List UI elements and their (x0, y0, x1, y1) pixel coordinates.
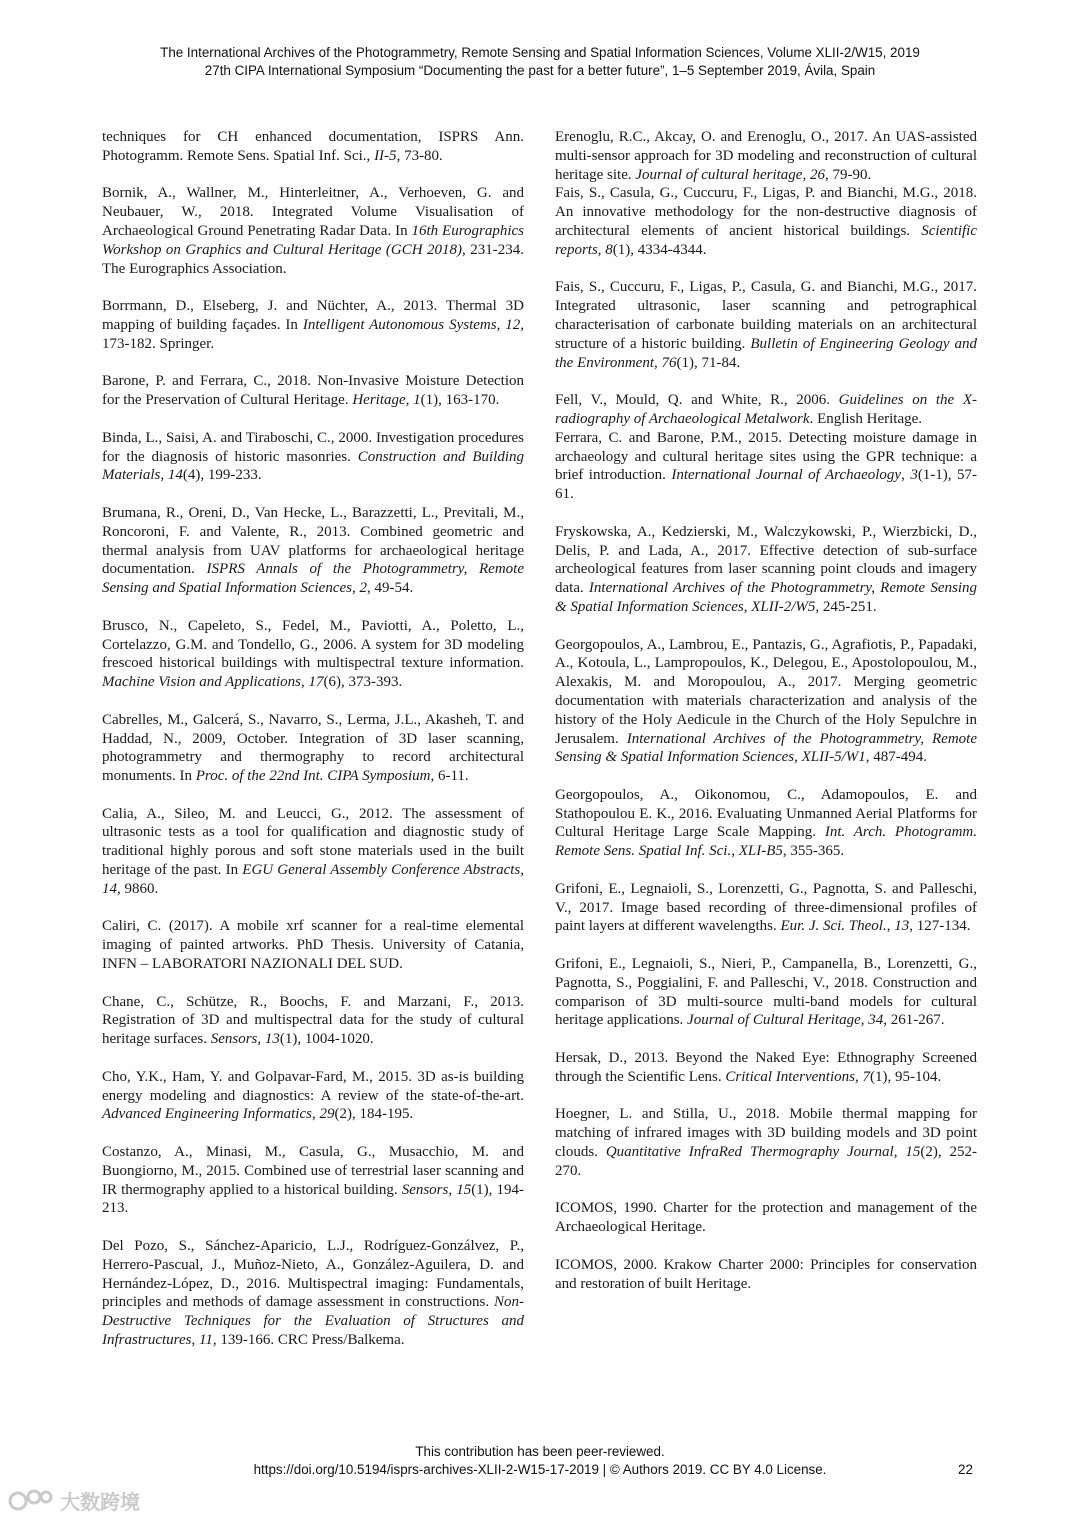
reference-text: , (191, 1332, 199, 1348)
reference-text: , (448, 1181, 457, 1198)
reference-text: Georgopoulos, A., Lambrou, E., Pantazis, G., Agrafiotis, P., Papadaki, A., Kotoula, L., Lampropoulos, K., Delegou, E., Apostolopoulou, M., Alexakis, M. and Moropoulou, A., 2017. Merging geometric documentation with materials characterization and analysis of the history of the Holy Aedicule in the Church of the Holy Sepulchre in Jerusalem. (555, 636, 977, 747)
reference-italic-text: 15 (456, 1181, 472, 1198)
reference-italic-text: Intelligent Autonomous Systems, 12 (302, 316, 521, 333)
reference-text: , 139-166. CRC Press/Balkema. (212, 1332, 405, 1348)
reference-italic-text: Journal of cultural heritage (635, 166, 803, 183)
reference-text: , (860, 1012, 869, 1029)
peer-review-note: This contribution has been peer-reviewed. (415, 1444, 665, 1459)
reference-text: Cabrelles, M., Galcerá, S., Navarro, S., Lerma, J.L., Akasheh, T. and Haddad, N., 2009, October. Integration of 3D laser scanning, photogrammetry and thermography to record architectural monuments. In (102, 711, 524, 785)
reference-italic-text: International Archives of the Photogrammetry, Remote Sensing & Spatial Information Sciences (555, 580, 977, 615)
reference-italic-text: Bulletin of Engineering Geology and the Environment (555, 335, 977, 371)
reference-entry (102, 617, 524, 692)
reference-italic-text: 29 (319, 1106, 335, 1123)
reference-text: , (901, 467, 911, 484)
reference-italic-text: International Archives of the Photogrammetry, Remote Sensing & Spatial Information Sciences (555, 730, 977, 766)
reference-entry (555, 786, 977, 861)
reference-text: , 79-90. (824, 166, 872, 183)
reference-italic-text: 7 (862, 1068, 870, 1085)
reference-text: , (257, 1031, 265, 1048)
reference-text: Fell, V., Mould, Q. and White, R., 2006. (555, 392, 839, 409)
reference-entry (102, 711, 524, 786)
reference-text: Borrmann, D., Elseberg, J. and Nüchter, A., 2013. Thermal 3D mapping of building façades. In (102, 298, 524, 333)
reference-italic-text: International Journal of Archaeology (671, 467, 902, 484)
reference-text: Calia, A., Sileo, M. and Leucci, G., 2012. The assessment of ultrasonic tests as a tool for qualification and diagnostic study of traditional highly porous and soft stone materials used in the built heritage of the past. In (102, 805, 524, 879)
reference-text: Binda, L., Saisi, A. and Tiraboschi, C., 2000. Investigation procedures for the diagnosis of historic masonries. (102, 429, 524, 465)
reference-italic-text: Machine Vision and Applications (102, 674, 302, 691)
reference-entry (102, 917, 524, 973)
reference-text: (1), 163-170. (420, 392, 500, 409)
reference-text: (6), 373-393. (323, 674, 403, 691)
reference-text: , (731, 843, 739, 860)
reference-text: Barone, P. and Ferrara, C., 2018. Non-Invasive Moisture Detection for the Preservation of Cultural Heritage. (102, 373, 524, 409)
reference-text: Chane, C., Schütze, R., Boochs, F. and Marzani, F., 2013. Registration of 3D and multispectral data for the study of cultural heritage surfaces. (102, 993, 524, 1048)
doi-license-line: https://doi.org/10.5194/isprs-archives-XLII-2-W15-17-2019 | © Authors 2019. CC BY 4.0 License. (253, 1462, 827, 1477)
reference-text: Costanzo, A., Minasi, M., Casula, G., Musacchio, M. and Buongiorno, M., 2015. Combined use of terrestrial laser scanning and IR thermography applied to a historical building. (102, 1144, 524, 1198)
reference-italic-text: 3 (910, 467, 918, 484)
reference-text: , (301, 674, 309, 691)
reference-text: Ferrara, C. and Barone, P.M., 2015. Detecting moisture damage in archaeology and cultural heritage sites using the GPR technique: a brief introduction. (555, 429, 977, 484)
reference-text: Fais, S., Cuccuru, F., Ligas, P., Casula, G. and Bianchi, M.G., 2017. Integrated ultrasonic, laser scanning and petrographical characterisation of carbonate building materials on an architectural structure of a historic building. (555, 279, 977, 352)
reference-text: (4), 199-233. (182, 467, 262, 484)
reference-italic-text: Int. Arch. Photogramm. Remote Sens. Spatial Inf. Sci. (555, 824, 977, 860)
reference-text: Fryskowska, A., Kedzierski, M., Walczykowski, P., Wierzbicki, D., Delis, P. and Lada, A., 2017. Effective detection of sub-surface archeological features from laser scanning point clouds and imagery data. (555, 523, 977, 597)
reference-italic-text: 16th Eurographics Workshop on Graphics and Cultural Heritage (GCH 2018) (102, 222, 524, 258)
reference-text: (2), 184-195. (334, 1106, 414, 1123)
reference-text: , (597, 241, 606, 258)
reference-text: Brusco, N., Capeleto, S., Fedel, M., Paviotti, A., Poletto, L., Cortelazzo, G.M. and Tondello, G., 2006. A system for 3D modeling frescoed historical buildings with multispectral texture information. (102, 617, 524, 672)
reference-text: , (311, 1106, 320, 1123)
reference-entry (555, 1256, 977, 1294)
reference-entry (102, 1068, 524, 1124)
reference-italic-text: 8 (605, 241, 613, 258)
reference-text: Grifoni, E., Legnaioli, S., Lorenzetti, G., Pagnotta, S. and Palleschi, V., 2017. Image based recording of three-dimensional profiles of paint layers at different wavelengths. (555, 880, 977, 935)
reference-italic-text: Journal of Cultural Heritage (687, 1012, 861, 1029)
reference-text: , 487-494. (865, 749, 928, 766)
reference-text: Georgopoulos, A., Oikonomou, C., Adamopoulos, E. and Stathopoulou E. K., 2016. Evaluating Unmanned Aerial Platforms for Cultural Heritage Large Scale Mapping. (555, 786, 977, 841)
reference-italic-text: 15 (905, 1144, 921, 1161)
reference-text: , 231-234. The Eurographics Association. (102, 241, 524, 277)
reference-text: , (654, 354, 662, 371)
reference-italic-text: 17 (308, 674, 324, 691)
reference-text: , 261-267. (883, 1012, 945, 1029)
reference-entry (102, 1143, 524, 1218)
reference-text: , (893, 1144, 906, 1161)
reference-italic-text: Sensors (210, 1031, 258, 1048)
references-right-column (555, 128, 977, 1312)
watermark-text: 大数跨境 (60, 1490, 140, 1514)
reference-text: Cho, Y.K., Ham, Y. and Golpavar-Fard, M., 2015. 3D as-is building energy modeling and diagnostics: A review of the state-of-the-art. (102, 1068, 524, 1104)
header-line-2: 27th CIPA International Symposium “Documenting the past for a better future”, 1–5 September 2019, Ávila, Spain (204, 62, 876, 78)
reference-italic-text: XLII-2/W5 (751, 598, 816, 615)
reference-entry (555, 880, 977, 936)
reference-text: , (802, 166, 810, 183)
reference-text: (2), 252-270. (555, 1144, 977, 1179)
reference-text: Caliri, C. (2017). A mobile xrf scanner for a real-time elemental imaging of painted artworks. PhD Thesis. University of Catania, INFN – LABORATORI NAZIONALI DEL SUD. (102, 918, 524, 973)
reference-entry (102, 297, 524, 353)
reference-text: , (351, 580, 360, 597)
references-left-column (102, 128, 524, 1369)
reference-text: (1-1), 57-61. (555, 467, 978, 503)
reference-entry (555, 636, 977, 768)
reference-entry (102, 372, 524, 410)
reference-text: Erenoglu, R.C., Akcay, O. and Erenoglu, O., 2017. An UAS-assisted multi-sensor approach for 3D modeling and reconstruction of cultural heritage site. (555, 129, 977, 183)
reference-italic-text: 76 (661, 354, 677, 371)
reference-text: Del Pozo, S., Sánchez-Aparicio, L.J., Rodríguez-Gonzálvez, P., Herrero-Pascual, J., Muñoz-Nieto, A., González-Aguilera, D. and Hernández-López, D., 2016. Multispectral imaging: Fundamentals, principles and methods of damage assessment in constructions. (102, 1238, 524, 1311)
reference-text: techniques for CH enhanced documentation, ISPRS Ann. Photogramm. Remote Sens. Spatial Inf. Sci., (102, 129, 524, 164)
reference-text: , 245-251. (815, 598, 877, 615)
header-line-1: The International Archives of the Photogrammetry, Remote Sensing and Spatial Information Sciences, Volume XLII-2/W15, 2019 (160, 45, 920, 60)
watermark-logo-icon (8, 1488, 54, 1514)
reference-entry (555, 955, 977, 1030)
reference-text: . English Heritage. (809, 410, 923, 427)
reference-text: , (794, 749, 802, 766)
page-number: 22 (958, 1462, 973, 1477)
reference-entry (555, 1105, 977, 1180)
reference-text: , 173-182. Springer. (102, 316, 524, 352)
reference-entry (102, 504, 524, 598)
reference-text: Bornik, A., Wallner, M., Hinterleitner, A., Verhoeven, G. and Neubauer, W., 2018. Integrated Volume Visualisation of Archaeological Ground Penetrating Radar Data. In (102, 185, 524, 239)
reference-entry (555, 184, 977, 259)
reference-italic-text: Construction and Building Materials (102, 448, 524, 484)
reference-text: Fais, S., Casula, G., Cuccuru, F., Ligas, P. and Bianchi, M.G., 2018. An innovative methodology for the non-destructive diagnosis of architectural elements of ancient historical buildings. (555, 185, 977, 239)
reference-text: (1), 194-213. (102, 1181, 524, 1217)
reference-italic-text: EGU General Assembly Conference Abstracts, 14 (102, 862, 525, 897)
reference-entry (102, 805, 524, 899)
reference-text: , (743, 598, 752, 615)
reference-italic-text: 2 (359, 580, 367, 597)
reference-text: , (854, 1068, 863, 1085)
reference-entry (555, 278, 977, 372)
reference-entry (102, 993, 524, 1049)
reference-entry (102, 429, 524, 485)
reference-italic-text: ISPRS Annals of the Photogrammetry, Remote Sensing and Spatial Information Sciences (102, 561, 524, 597)
reference-entry (102, 184, 524, 278)
reference-entry (102, 1237, 524, 1350)
reference-text: ICOMOS, 1990. Charter for the protection and management of the Archaeological Heritage. (555, 1200, 977, 1236)
reference-text: (1), 1004-1020. (279, 1031, 374, 1048)
reference-text: , 127-134. (909, 918, 971, 935)
reference-text: , 6-11. (430, 768, 469, 785)
reference-text: , 9860. (117, 880, 159, 897)
reference-text: , 355-365. (782, 843, 845, 860)
running-header (0, 44, 1080, 79)
reference-text: , 73-80. (396, 147, 443, 164)
reference-entry (102, 128, 524, 166)
reference-italic-text: Sensors (401, 1181, 449, 1198)
reference-italic-text: Eur. J. Sci. Theol. (780, 918, 887, 935)
reference-italic-text: Non-Destructive Techniques for the Evaluation of Structures and Infrastructures (102, 1294, 524, 1348)
reference-italic-text: Scientific reports (555, 222, 977, 258)
reference-italic-text: Quantitative InfraRed Thermography Journal (605, 1144, 894, 1161)
reference-italic-text: II-5 (374, 147, 397, 164)
reference-italic-text: Heritage, 1 (352, 392, 421, 409)
reference-text: , (886, 918, 895, 935)
reference-entry (555, 1199, 977, 1237)
reference-text: , 49-54. (366, 580, 414, 597)
reference-text: Hoegner, L. and Stilla, U., 2018. Mobile thermal mapping for matching of infrared images with 3D building models and 3D point clouds. (555, 1106, 977, 1161)
reference-italic-text: Guidelines on the X-radiography of Archaeological Metalwork (555, 392, 977, 427)
reference-italic-text: Proc. of the 22nd Int. CIPA Symposium (195, 768, 431, 785)
reference-text: (1), 95-104. (869, 1068, 942, 1085)
watermark (8, 1486, 140, 1515)
reference-entry (555, 523, 977, 617)
reference-text: Brumana, R., Oreni, D., Van Hecke, L., Barazzetti, L., Previtali, M., Roncoroni, F. and Valente, R., 2013. Combined geometric and thermal analysis from UAV platforms for archaeological heritage documentation. (102, 504, 524, 578)
reference-italic-text: 14 (167, 467, 183, 484)
page-footer (0, 1443, 1080, 1479)
reference-italic-text: Critical Interventions (725, 1068, 855, 1085)
reference-italic-text: 13 (894, 918, 910, 935)
reference-italic-text: XLII-5/W1 (801, 749, 866, 766)
reference-text: , (160, 467, 168, 484)
reference-entry (555, 429, 977, 504)
reference-text: Hersak, D., 2013. Beyond the Naked Eye: Ethnography Screened through the Scientific Lens. (555, 1050, 977, 1085)
reference-italic-text: 11 (198, 1332, 213, 1348)
reference-entry (555, 1049, 977, 1087)
reference-text: (1), 4334-4344. (612, 241, 707, 258)
reference-italic-text: 13 (264, 1031, 280, 1048)
reference-text: Grifoni, E., Legnaioli, S., Nieri, P., Campanella, B., Lorenzetti, G., Pagnotta, S., Poggialini, F. and Palleschi, V., 2018. Construction and comparison of 3D multi-source multi-band models for cultural heritage applications. (555, 956, 977, 1029)
reference-italic-text: 34 (868, 1012, 884, 1029)
reference-text: (1), 71-84. (676, 354, 741, 371)
reference-italic-text: XLI-B5 (738, 843, 783, 860)
reference-italic-text: 26 (809, 166, 825, 183)
reference-entry (555, 128, 977, 184)
reference-text: ICOMOS, 2000. Krakow Charter 2000: Principles for conservation and restoration of built Heritage. (555, 1256, 977, 1292)
reference-entry (555, 391, 977, 429)
reference-italic-text: Advanced Engineering Informatics (102, 1106, 312, 1123)
